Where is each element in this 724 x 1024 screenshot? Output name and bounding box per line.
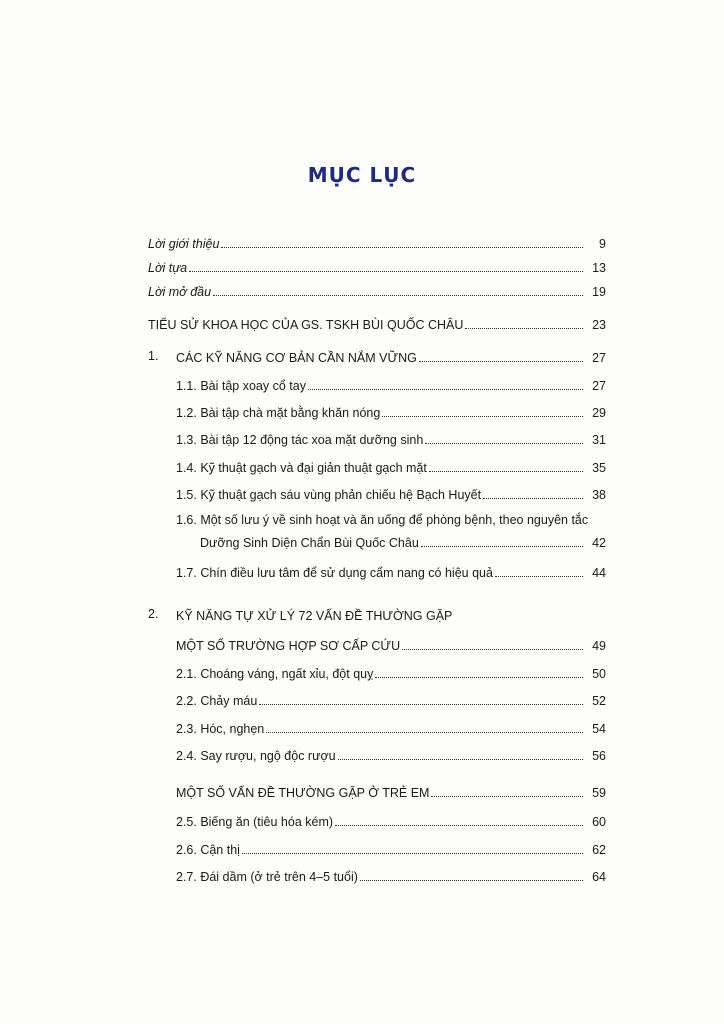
toc-entry-bio	[0, 313, 724, 333]
toc-entry-page: 60	[592, 815, 606, 829]
toc-entry-page: 19	[592, 285, 606, 299]
dot-leader	[189, 271, 583, 272]
toc-entry-page: 50	[592, 667, 606, 681]
toc-entry-label: 1.5. Kỹ thuật gạch sáu vùng phản chiếu hệ Bạch Huyết	[176, 488, 482, 502]
dot-leader	[402, 649, 583, 650]
toc-entry-label: CÁC KỸ NĂNG CƠ BẢN CẦN NẮM VỮNG	[176, 351, 417, 365]
dot-leader	[421, 546, 583, 547]
toc-entry-page: 38	[592, 488, 606, 502]
toc-entry-page: 59	[592, 786, 606, 800]
toc-entry-label: 2.5. Biếng ăn (tiêu hóa kém)	[176, 815, 334, 829]
toc-entry-label: 1.4. Kỹ thuật gạch và đại giản thuật gạch mặt	[176, 461, 427, 475]
chapter-number: 1.	[148, 349, 159, 363]
toc-entry-page: 56	[592, 749, 606, 763]
toc-entry-page: 27	[592, 379, 606, 393]
toc-entry-page: 9	[599, 237, 606, 251]
page-title: MỤC LỤC	[307, 163, 417, 187]
toc-entry	[0, 232, 724, 252]
toc-entry-page: 44	[592, 566, 606, 580]
dot-leader	[495, 576, 583, 577]
dot-leader	[429, 471, 583, 472]
toc-entry-label: MỘT SỐ TRƯỜNG HỢP SƠ CẤP CỨU	[176, 639, 401, 653]
dot-leader	[259, 704, 583, 705]
toc-entry-label: Lời mở đầu	[148, 285, 212, 299]
toc-entry-label: 2.2. Chảy máu	[176, 694, 258, 708]
chapter-number: 2.	[148, 607, 159, 621]
toc-entry-line1	[0, 510, 724, 528]
toc-entry-label: 1.3. Bài tập 12 động tác xoa mặt dưỡng sinh	[176, 433, 424, 447]
toc-entry	[0, 744, 724, 764]
toc-entry	[0, 280, 724, 300]
toc-entry-line2	[0, 531, 724, 551]
toc-entry-page: 62	[592, 843, 606, 857]
toc-entry	[0, 483, 724, 503]
section-heading	[0, 634, 724, 654]
toc-entry	[0, 456, 724, 476]
toc-entry-label: MỘT SỐ VẤN ĐỀ THƯỜNG GẶP Ở TRẺ EM	[176, 786, 430, 800]
toc-entry	[0, 374, 724, 394]
toc-entry-page: 54	[592, 722, 606, 736]
toc-entry	[0, 810, 724, 830]
toc-entry-label: Dưỡng Sinh Diện Chẩn Bùi Quốc Châu	[200, 536, 419, 550]
chapter-heading	[0, 604, 724, 624]
dot-leader	[335, 825, 583, 826]
toc-entry-page: 35	[592, 461, 606, 475]
dot-leader	[266, 732, 583, 733]
toc-entry-label: 1.6. Một số lưu ý về sinh hoạt và ăn uống để phòng bệnh, theo nguyên tắc	[176, 513, 589, 527]
toc-entry-page: 52	[592, 694, 606, 708]
dot-leader	[308, 389, 583, 390]
toc-entry	[0, 717, 724, 737]
toc-entry	[0, 561, 724, 581]
toc-entry-label: 1.1. Bài tập xoay cổ tay	[176, 379, 306, 393]
toc-entry	[0, 689, 724, 709]
dot-leader	[483, 498, 583, 499]
chapter-heading	[0, 346, 724, 366]
dot-leader	[465, 328, 583, 329]
dot-leader	[425, 443, 583, 444]
toc-entry-page: 42	[592, 536, 606, 550]
toc-entry-label: Lời tựa	[148, 261, 188, 275]
toc-entry-page: 64	[592, 870, 606, 884]
toc-entry-label: TIỂU SỬ KHOA HỌC CỦA GS. TSKH BÙI QUỐC CHÂU	[148, 318, 464, 332]
dot-leader	[221, 247, 583, 248]
toc-entry-label: 2.3. Hóc, nghẹn	[176, 722, 265, 736]
toc-entry-page: 13	[592, 261, 606, 275]
dot-leader	[382, 416, 583, 417]
toc-entry-label: Lời giới thiệu	[148, 237, 220, 251]
dot-leader	[431, 796, 583, 797]
dot-leader	[242, 853, 583, 854]
toc-entry	[0, 401, 724, 421]
dot-leader	[360, 880, 583, 881]
toc-entry	[0, 838, 724, 858]
toc-entry-page: 29	[592, 406, 606, 420]
toc-entry-label: 2.7. Đái dầm (ở trẻ trên 4–5 tuổi)	[176, 870, 358, 884]
toc-entry-page: 23	[592, 318, 606, 332]
toc-entry	[0, 662, 724, 682]
dot-leader	[338, 759, 583, 760]
toc-entry-label: 1.2. Bài tập chà mặt bằng khăn nóng	[176, 406, 381, 420]
toc-entry-label: KỸ NĂNG TỰ XỬ LÝ 72 VẤN ĐỀ THƯỜNG GẶP	[176, 609, 453, 623]
toc-entry-label: 1.7. Chín điều lưu tâm để sử dụng cẩm nang có hiệu quả	[176, 566, 493, 580]
toc-entry-page: 31	[592, 433, 606, 447]
toc-entry-page: 49	[592, 639, 606, 653]
toc-entry	[0, 428, 724, 448]
dot-leader	[375, 677, 583, 678]
toc-entry-label: 2.1. Choáng váng, ngất xỉu, đột quỵ	[176, 667, 374, 681]
dot-leader	[213, 295, 583, 296]
toc-entry	[0, 865, 724, 885]
toc-entry	[0, 256, 724, 276]
toc-entry-label: 2.6. Cận thị	[176, 843, 240, 857]
toc-entry-label: 2.4. Say rượu, ngộ độc rượu	[176, 749, 336, 763]
dot-leader	[419, 361, 583, 362]
toc-entry-page: 27	[592, 351, 606, 365]
section-heading	[0, 781, 724, 801]
